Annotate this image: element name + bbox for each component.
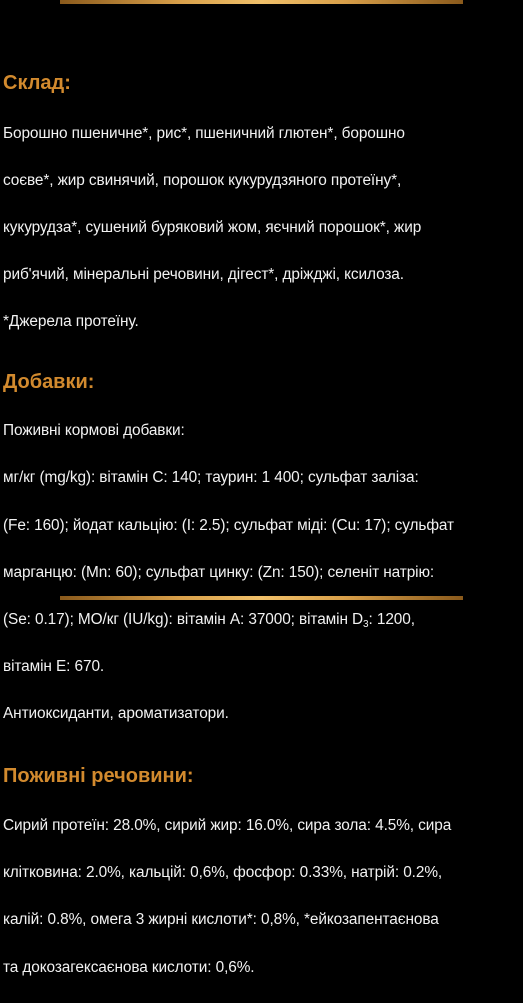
additives-line: вітамін Е: 670. — [3, 658, 105, 676]
additives-line: Поживні кормові добавки: — [3, 422, 185, 440]
nutrients-line: калій: 0.8%, омега 3 жирні кислоти*: 0,8%, *ейкозапентаєнова — [3, 911, 439, 929]
additives-heading: Добавки: — [3, 370, 95, 393]
composition-line: соєве*, жир свинячий, порошок кукурудзяного протеїну*, — [3, 171, 402, 189]
nutrients-line: та докозагексаєнова кислоти: 0,6%. — [3, 958, 255, 976]
nutrients-line: клітковина: 2.0%, кальцій: 0,6%, фосфор: 0.33%, натрій: 0.2%, — [3, 864, 443, 882]
vitamin-d-suffix: : 1200, — [368, 610, 415, 628]
composition-text — [3, 98, 520, 358]
additives-line: (Fe: 160); йодат кальцію: (I: 2.5); сульфат міді: (Cu: 17); сульфат — [3, 516, 454, 534]
label-content — [3, 70, 520, 1003]
additives-line: мг/кг (mg/kg): вітамін С: 140; таурин: 1 400; сульфат заліза: — [3, 469, 419, 487]
additives-text — [3, 396, 520, 750]
nutrients-text — [3, 790, 520, 1002]
composition-line: риб'ячий, мінеральні речовини, дігест*, дріжджі, ксилоза. — [3, 266, 404, 284]
nutrients-heading: Поживні речовини: — [3, 765, 194, 788]
additives-line: марганцю: (Mn: 60); сульфат цинку: (Zn: 150); селеніт натрію: — [3, 563, 435, 581]
composition-line: Борошно пшеничне*, рис*, пшеничний глютен*, борошно — [3, 124, 405, 142]
composition-section — [3, 70, 520, 358]
composition-line: *Джерела протеїну. — [3, 313, 139, 331]
nutrients-line: Сирий протеїн: 28.0%, сирий жир: 16.0%, сира зола: 4.5%, сира — [3, 817, 452, 835]
additives-line: Антиоксиданти, ароматизатори. — [3, 705, 229, 723]
additives-section — [3, 369, 520, 750]
nutrients-section — [3, 763, 520, 1002]
top-gold-bar — [60, 0, 463, 4]
vitamin-d-prefix: (Se: 0.17); МО/кг (IU/kg): вітамін А: 37000; вітамін D — [3, 610, 364, 628]
composition-heading: Склад: — [3, 72, 71, 94]
bottom-gold-bar — [60, 596, 463, 600]
composition-line: кукурудза*, сушений буряковий жом, яєчний порошок*, жир — [3, 218, 422, 236]
additives-line-vitamin-d — [3, 608, 520, 632]
vitamin-d-subscript: 3 — [363, 618, 369, 630]
